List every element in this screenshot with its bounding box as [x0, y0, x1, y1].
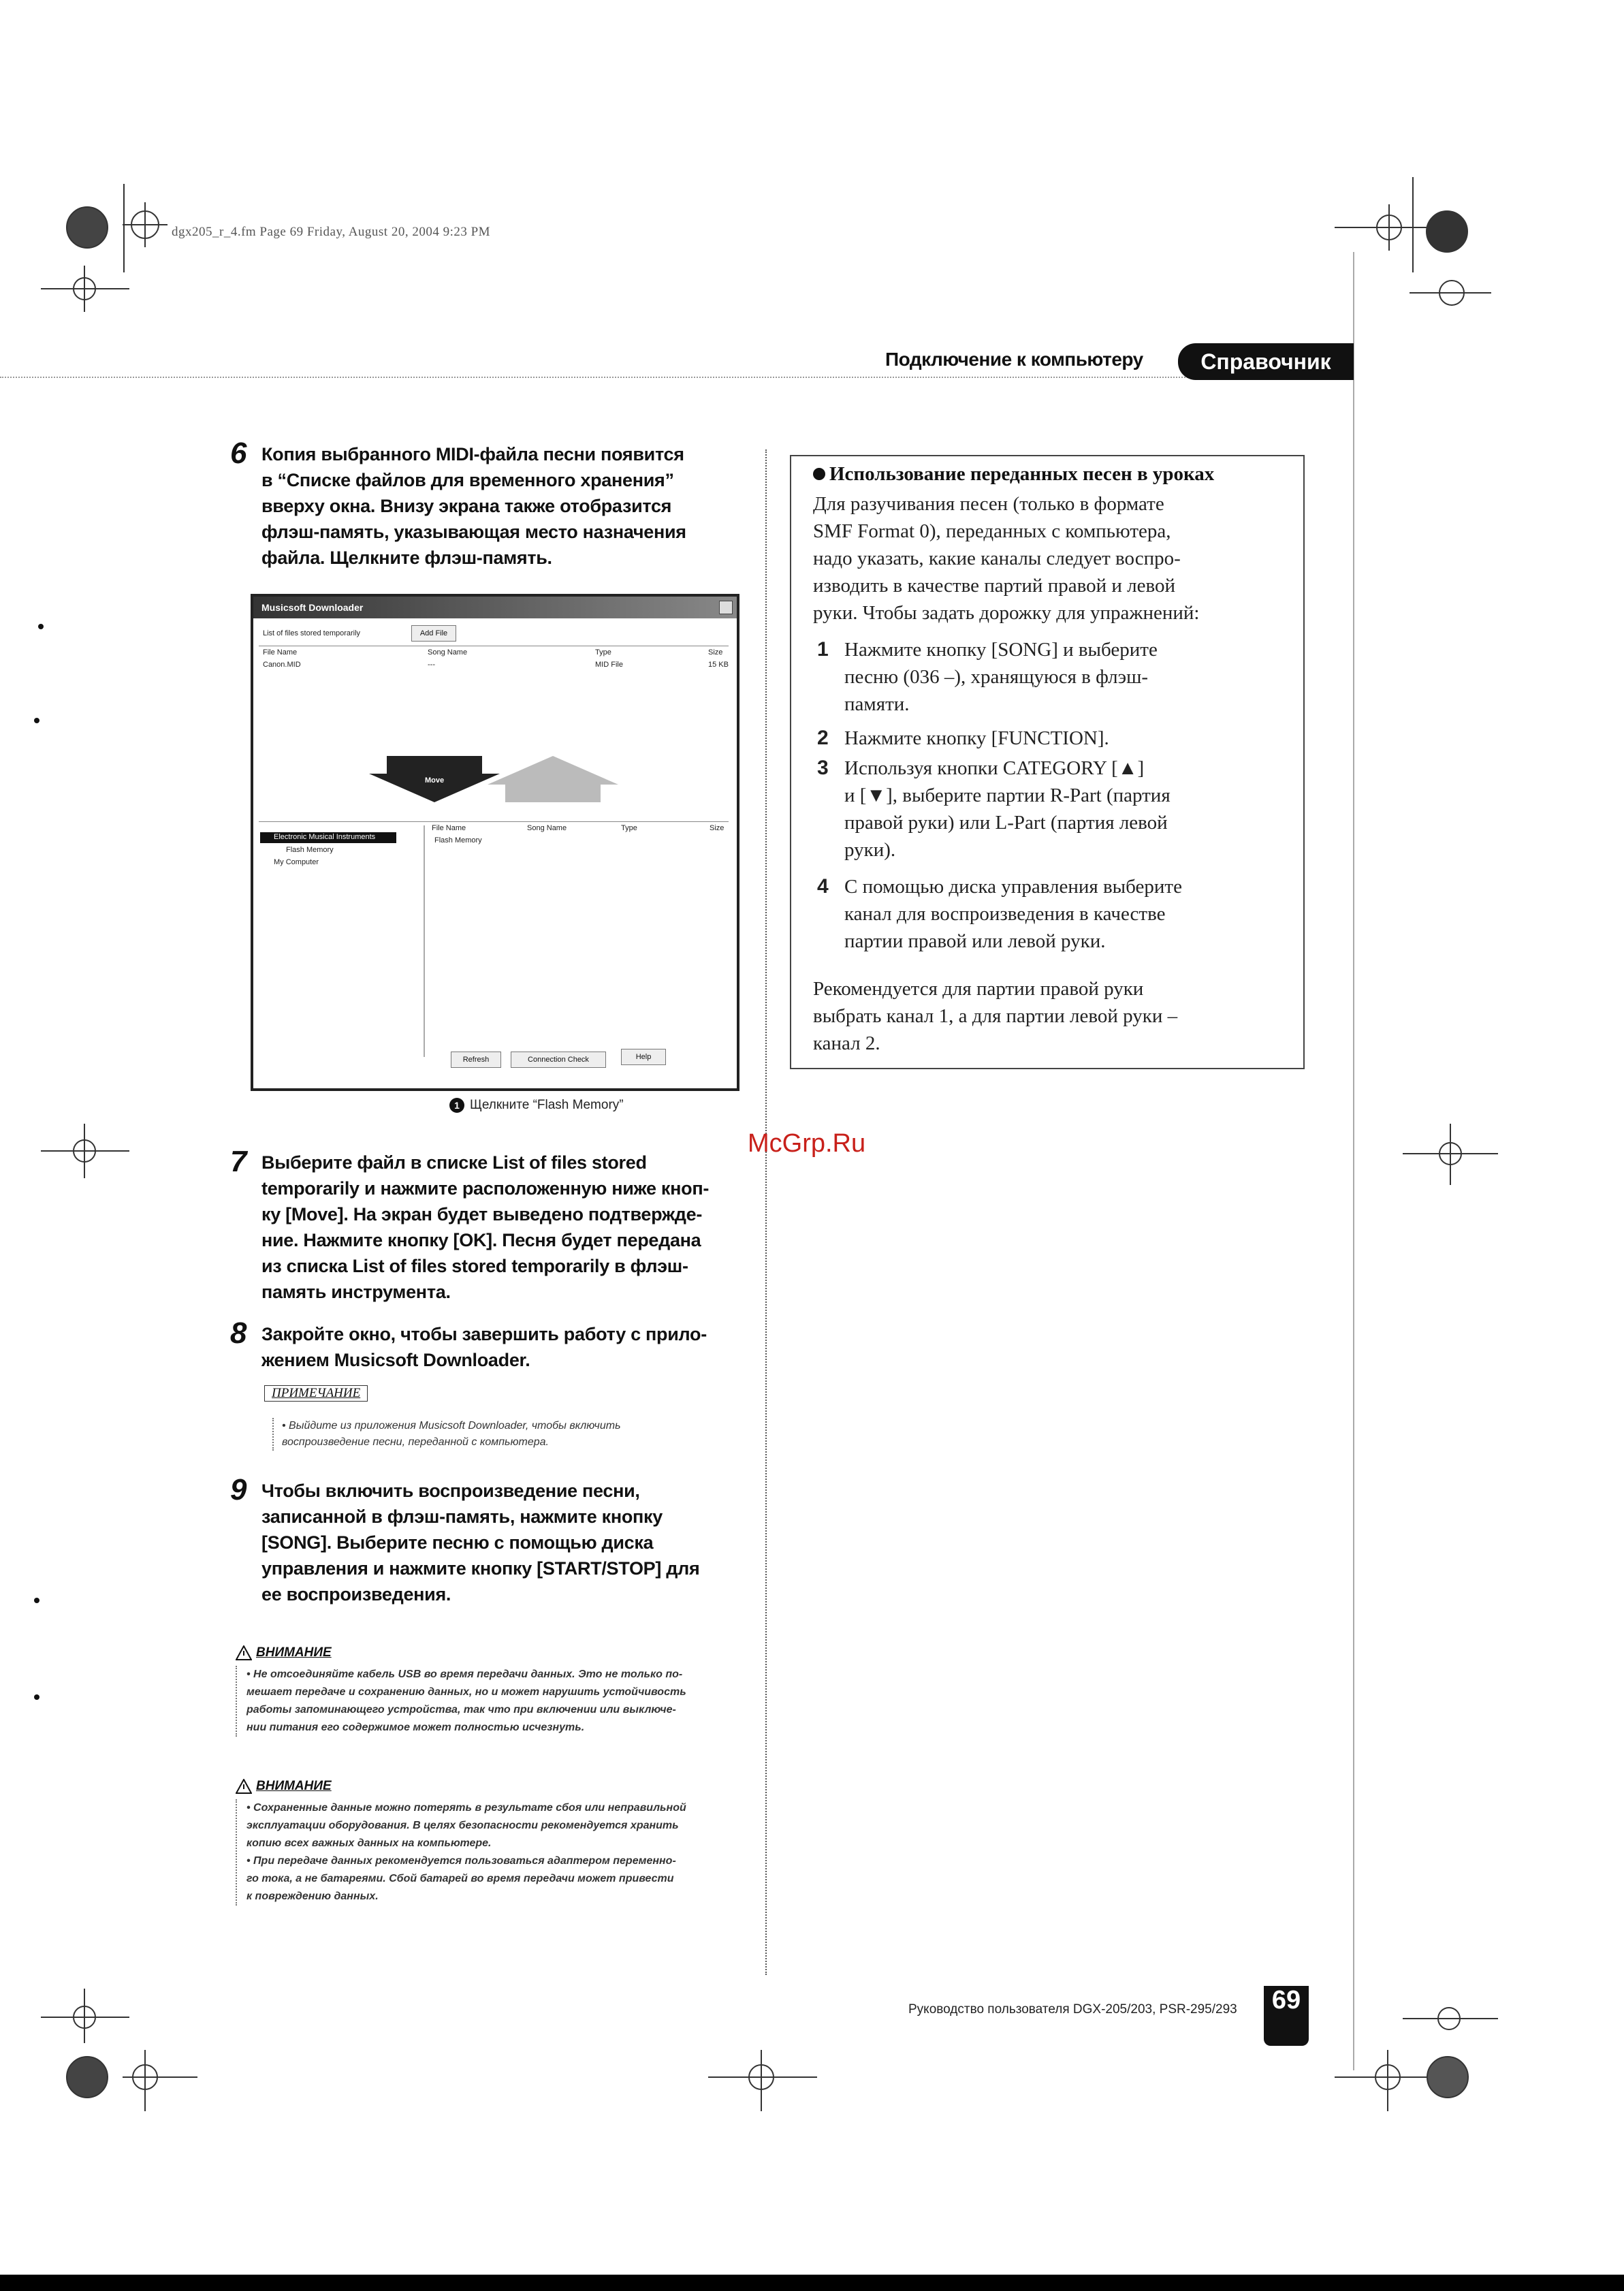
step-line: ние. Нажмите кнопку [OK]. Песня будет передана: [261, 1230, 701, 1250]
item-number: 3: [817, 757, 829, 779]
warning-icon: [236, 1645, 252, 1660]
sidebar-line: Нажмите кнопку [SONG] и выберите: [844, 639, 1158, 661]
col-file: File Name: [432, 824, 466, 832]
step-line: ее воспроизведения.: [261, 1584, 451, 1605]
item-number: 2: [817, 727, 829, 749]
bullet-icon: [813, 468, 825, 480]
note-line: • Выйдите из приложения Musicsoft Downloader, чтобы включить: [282, 1420, 621, 1432]
tree-flash-memory[interactable]: Flash Memory: [286, 846, 334, 854]
caution-line: • При передаче данных рекомендуется пользоваться адаптером переменно-: [246, 1855, 676, 1867]
caution-line: • Сохраненные данные можно потерять в результате сбоя или неправильной: [246, 1802, 686, 1814]
note-label: ПРИМЕЧАНИЕ: [264, 1385, 368, 1402]
sidebar-line: песню (036 –), хранящуюся в флэш-: [844, 666, 1149, 688]
sidebar-line: памяти.: [844, 693, 910, 715]
col-type: Type: [621, 824, 637, 832]
caution-1: [236, 1645, 739, 1737]
sidebar-item-1: [817, 636, 1294, 718]
step-line: память инструмента.: [261, 1282, 451, 1302]
sidebar-line: Нажмите кнопку [FUNCTION].: [844, 727, 1109, 749]
sidebar-item-2: [817, 725, 1294, 752]
print-header: dgx205_r_4.fm Page 69 Friday, August 20, 2004 9:23 PM: [172, 225, 491, 239]
sidebar-line: С помощью диска управления выберите: [844, 876, 1182, 898]
sidebar-line: руки. Чтобы задать дорожку для упражнений:: [813, 602, 1200, 624]
step-line: Чтобы включить воспроизведение песни,: [261, 1481, 640, 1501]
sidebar-item-4: [817, 873, 1294, 955]
caution-line: • Не отсоединяйте кабель USB во время передачи данных. Это не только по-: [246, 1669, 683, 1680]
col-song: Song Name: [527, 824, 567, 832]
caution-line: эксплуатации оборудования. В целях безопасности рекомендуется хранить: [246, 1820, 679, 1831]
watermark: McGrp.Ru: [748, 1129, 866, 1158]
pane-splitter[interactable]: [424, 825, 425, 1057]
sidebar-line: канал 2.: [813, 1032, 880, 1054]
sidebar-line: надо указать, какие каналы следует воспро-: [813, 548, 1181, 569]
add-file-button[interactable]: Add File: [411, 625, 456, 642]
step-line: temporarily и нажмите расположенную ниже кноп-: [261, 1178, 710, 1199]
sidebar-line: канал для воспроизведения в качестве: [844, 903, 1166, 925]
sidebar-line: Рекомендуется для партии правой руки: [813, 978, 1144, 1000]
file-row-size: 15 KB: [708, 661, 729, 669]
step-line: управления и нажмите кнопку [START/STOP] для: [261, 1558, 700, 1579]
refresh-button[interactable]: Refresh: [451, 1052, 501, 1068]
move-arrows: [369, 756, 628, 804]
note-line: воспроизведение песни, переданной с компьютера.: [282, 1436, 549, 1448]
sidebar-title-text: Использование переданных песен в уроках: [829, 463, 1215, 485]
file-row-name[interactable]: Canon.MID: [263, 661, 301, 669]
item-number: 4: [817, 875, 829, 898]
sidebar-intro: [813, 490, 1290, 627]
col-song: Song Name: [428, 648, 468, 657]
sidebar-line: и [▼], выберите партии R-Part (партия: [844, 785, 1171, 806]
step-line: флэш-память, указывающая место назначения: [261, 522, 686, 542]
step-line: жением Musicsoft Downloader.: [261, 1350, 530, 1370]
caution-2: [236, 1779, 739, 1906]
sidebar-item-3: [817, 755, 1294, 864]
step-number: 7: [230, 1145, 247, 1178]
screenshot-caption: [449, 1098, 624, 1113]
step-6: [230, 437, 734, 571]
note-text: [272, 1418, 731, 1451]
sidebar-line: Для разучивания песен (только в формате: [813, 493, 1164, 515]
tree-my-computer[interactable]: My Computer: [274, 858, 319, 866]
caution-label: ВНИМАНИЕ: [256, 1645, 332, 1660]
help-button[interactable]: Help: [621, 1049, 666, 1065]
caption-text: Щелкните “Flash Memory”: [470, 1098, 624, 1112]
step-number: 8: [230, 1316, 247, 1350]
step-8: [230, 1316, 734, 1373]
col-file: File Name: [263, 648, 298, 657]
sidebar-line: партии правой или левой руки.: [844, 930, 1106, 952]
section-tab: Справочник: [1178, 343, 1354, 380]
step-9: [230, 1473, 734, 1607]
sidebar-outro: [813, 975, 1290, 1057]
caution-label: ВНИМАНИЕ: [256, 1779, 332, 1793]
col-type: Type: [595, 648, 611, 657]
app-screenshot: [251, 594, 739, 1091]
sidebar-line: выбрать канал 1, а для партии левой руки –: [813, 1005, 1178, 1027]
step-line: ку [Move]. На экран будет выведено подтвержде-: [261, 1204, 703, 1224]
item-number: 1: [817, 638, 829, 661]
step-number: 6: [230, 437, 247, 470]
sidebar-line: Используя кнопки CATEGORY [▲]: [844, 757, 1145, 779]
step-number: 9: [230, 1473, 247, 1506]
caution-line: нии питания его содержимое может полностью исчезнуть.: [246, 1722, 585, 1733]
step-line: Копия выбранного MIDI-файла песни появится: [261, 444, 684, 464]
caution-line: копию всех важных данных на компьютере.: [246, 1837, 492, 1849]
sidebar-line: SMF Format 0), переданных с компьютера,: [813, 520, 1171, 542]
connection-check-button[interactable]: Connection Check: [511, 1052, 606, 1068]
step-line: из списка List of files stored temporarily в флэш-: [261, 1256, 688, 1276]
file-row-song: ---: [428, 661, 435, 669]
callout-number: 1: [449, 1098, 464, 1113]
step-line: вверху окна. Внизу экрана также отобразится: [261, 496, 672, 516]
warning-icon: [236, 1779, 252, 1794]
close-icon: [719, 601, 733, 614]
right-file-row[interactable]: Flash Memory: [434, 836, 482, 844]
page-number: 69: [1264, 1986, 1309, 2046]
sidebar-line: руки).: [844, 839, 896, 861]
step-line: в “Списке файлов для временного хранения”: [261, 470, 674, 490]
column-divider: [765, 449, 767, 1975]
divider: [259, 821, 729, 822]
scan-edge: [0, 2275, 1624, 2291]
step-line: Закройте окно, чтобы завершить работу с прило-: [261, 1324, 707, 1344]
step-line: [SONG]. Выберите песню с помощью диска: [261, 1532, 654, 1553]
caution-line: мешает передаче и сохранению данных, но и может нарушить устойчивость: [246, 1686, 686, 1698]
step-7: [230, 1145, 734, 1305]
step-line: файла. Щелкните флэш-память.: [261, 548, 552, 568]
caution-line: го тока, а не батареями. Сбой батарей во время передачи может привести: [246, 1873, 674, 1884]
col-size: Size: [708, 648, 723, 657]
caution-line: работы запоминающего устройства, так что при включении или выключе-: [246, 1704, 676, 1716]
sidebar-line: правой руки) или L-Part (партия левой: [844, 812, 1168, 834]
tree-root[interactable]: Electronic Musical Instruments: [274, 833, 376, 841]
caution-line: к повреждению данных.: [246, 1891, 379, 1902]
breadcrumb: Подключение к компьютеру: [885, 349, 1143, 370]
file-row-type: MID File: [595, 661, 623, 669]
step-line: записанной в флэш-память, нажмите кнопку: [261, 1506, 663, 1527]
footer-manual-title: Руководство пользователя DGX-205/203, PSR-295/293: [908, 2002, 1237, 2017]
sidebar-line: изводить в качестве партий правой и левой: [813, 575, 1175, 597]
list-label: List of files stored temporarily: [263, 629, 361, 637]
col-size: Size: [710, 824, 725, 832]
header-divider: [0, 377, 1352, 378]
move-button[interactable]: Move: [425, 776, 445, 785]
step-line: Выберите файл в списке List of files stored: [261, 1152, 647, 1173]
sidebar-title: [813, 463, 1214, 486]
window-titlebar: Musicsoft Downloader: [253, 597, 737, 618]
